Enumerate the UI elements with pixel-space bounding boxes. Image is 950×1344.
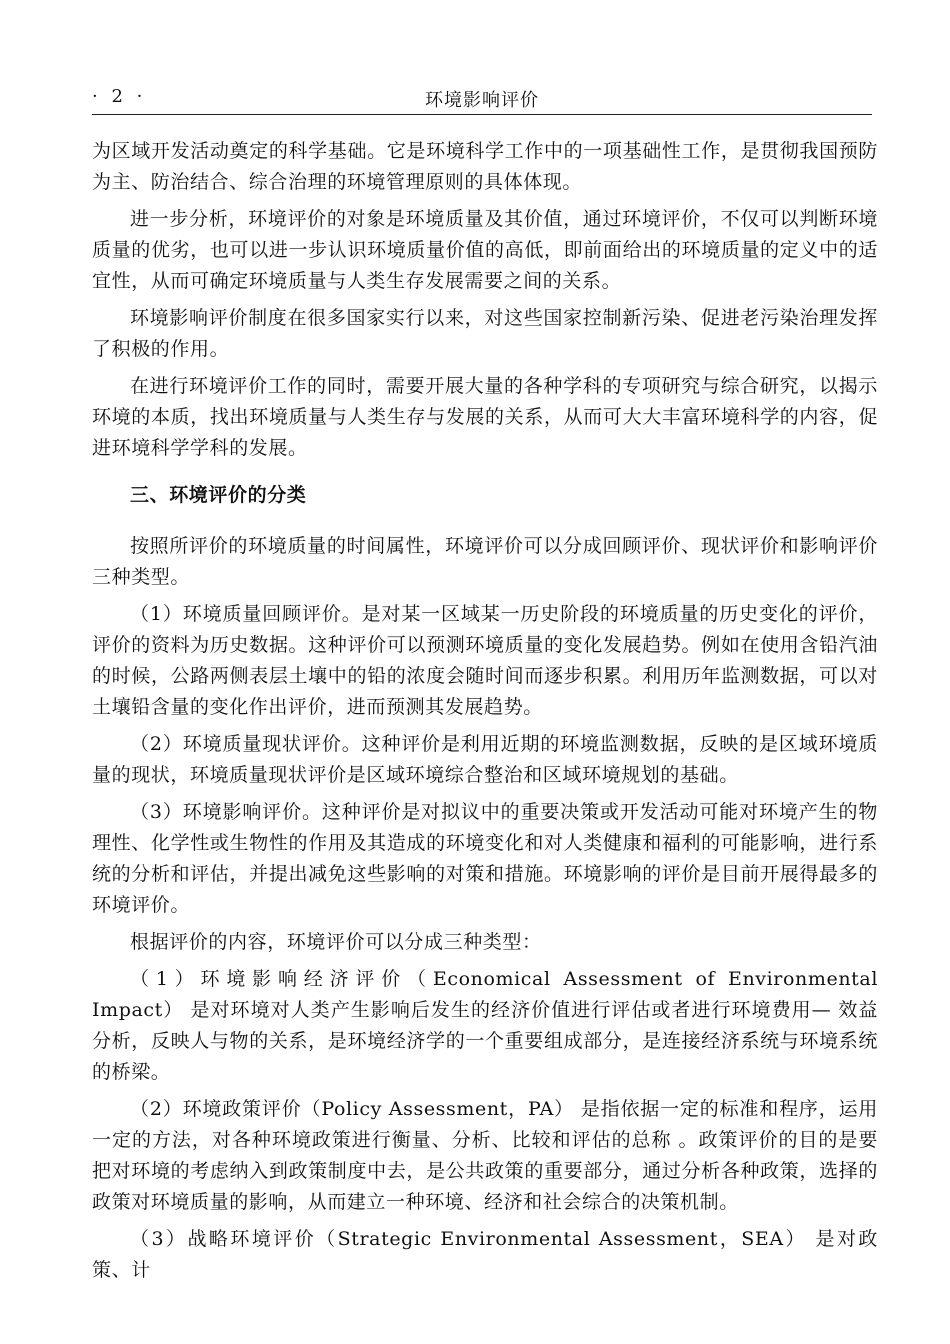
paragraph: 进一步分析，环境评价的对象是环境质量及其价值，通过环境评价，不仅可以判断环境质量的优劣，也可以进一步认识环境质量价值的高低，即前面给出的环境质量的定义中的适宜性，从而可确定环境质量与人类生存发展需要之间的关系。 <box>92 208 878 292</box>
paragraph: （1）环境影响经济评价（Economical Assessment of Environmental Impact） 是对环境对人类产生影响后发生的经济价值进行评估或者进行环境费用— 效益分析，反映人与物的关系，是环境经济学的一个重要组成部分，是连接经济系统与环境系统的桥梁。 <box>92 968 878 1083</box>
paragraph: 按照所评价的环境质量的时间属性，环境评价可以分成回顾评价、现状评价和影响评价三种类型。 <box>92 535 878 588</box>
paragraph: 根据评价的内容，环境评价可以分成三种类型： <box>130 931 542 953</box>
paragraph: （2）环境质量现状评价。这种评价是利用近期的环境监测数据，反映的是区域环境质量的现状，环境质量现状评价是区域环境综合整治和区域环境规划的基础。 <box>92 733 878 786</box>
paragraph: 在进行环境评价工作的同时，需要开展大量的各种学科的专项研究与综合研究，以揭示环境的本质，找出环境质量与人类生存与发展的关系，从而可大大丰富环境科学的内容，促进环境科学学科的发展。 <box>92 375 878 459</box>
paragraph: 环境影响评价制度在很多国家实行以来，对这些国家控制新污染、促进老污染治理发挥了积极的作用。 <box>92 307 878 360</box>
section-heading: 三、环境评价的分类 <box>130 484 307 506</box>
paragraph: （2）环境政策评价（Policy Assessment，PA） 是指依据一定的标准和程序，运用一定的方法，对各种环境政策进行衡量、分析、比较和评估的总称 。政策评价的目的是要把对环境的考虑纳入到政策制度中去，是公共政策的重要部分，通过分析各种政策，选择的政策对环境质量的影响，从而建立一种环境、经济和社会综合的决策机制。 <box>92 1098 878 1213</box>
paragraph: 为区域开发活动奠定的科学基础。它是环境科学工作中的一项基础性工作，是贯彻我国预防为主、防治结合、综合治理的环境管理原则的具体体现。 <box>92 140 878 193</box>
running-title: 环境影响评价 <box>425 90 539 111</box>
paragraph: （1）环境质量回顾评价。是对某一区域某一历史阶段的环境质量的历史变化的评价，评价的资料为历史数据。这种评价可以预测环境质量的变化发展趋势。例如在使用含铅汽油的时候，公路两侧表层土壤中的铅的浓度会随时间而逐步积累。利用历年监测数据，可以对土壤铅含量的变化作出评价，进而预测其发展趋势。 <box>92 603 878 718</box>
body-text <box>92 136 878 1292</box>
paragraph: （3）战略环境评价（Strategic Environmental Assessment，SEA） 是对政策、计 <box>92 1228 878 1281</box>
paragraph: （3）环境影响评价。这种评价是对拟议中的重要决策或开发活动可能对环境产生的物理性、化学性或生物性的作用及其造成的环境变化和对人类健康和福利的可能影响，进行系统的分析和评估，并提出减免这些影响的对策和措施。环境影响的评价是目前开展得最多的环境评价。 <box>92 801 878 916</box>
page-number: · 2 · <box>92 86 147 107</box>
running-header <box>92 84 872 115</box>
